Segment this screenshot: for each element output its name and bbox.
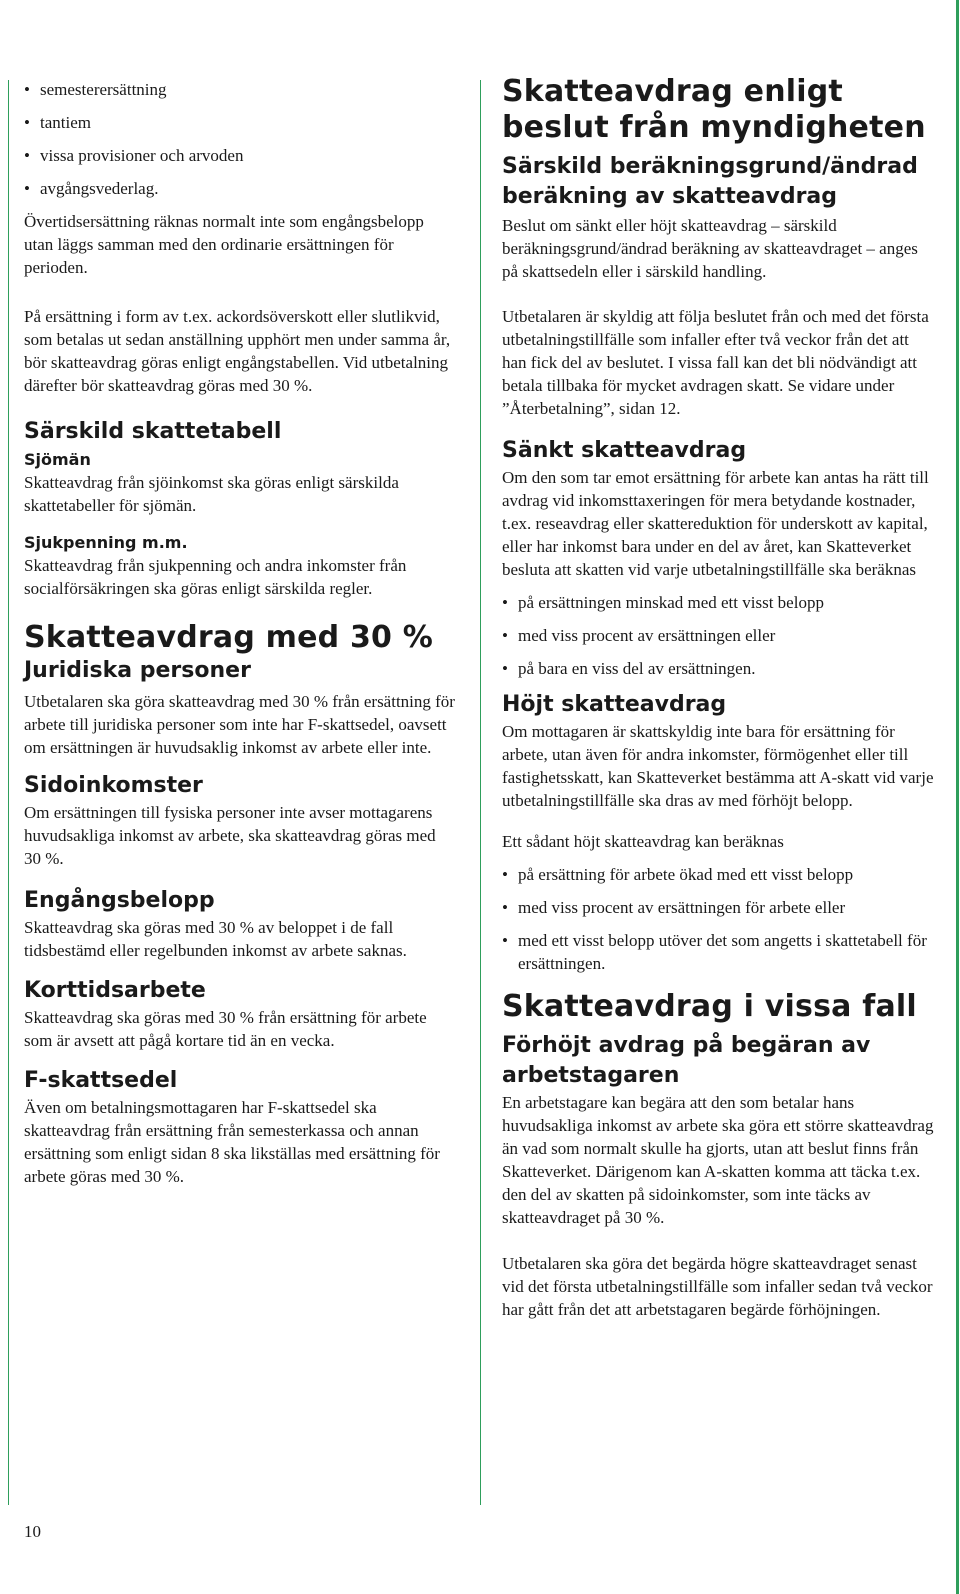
- list-item-text: med viss procent av ersättningen eller: [518, 626, 776, 645]
- list-item-text: vissa provisioner och arvoden: [40, 146, 244, 165]
- income-types-list: [24, 78, 456, 200]
- reduced-deduction-heading: Sänkt skatteavdrag: [502, 438, 747, 463]
- short-term-work-paragraph: Skatteavdrag ska göras med 30 % från ersättning för arbete som är avsett att pågå kortare tid än en vecka.: [24, 1008, 427, 1050]
- legal-persons-paragraph: Utbetalaren ska göra skatteavdrag med 30 % från ersättning för arbete till juridiska personer som inte har F-skattsedel, oavsett om ersättningen är huvudsaklig inkomst av arbete eller inte.: [24, 692, 455, 757]
- right-column: [502, 68, 934, 1321]
- list-item: [24, 177, 456, 200]
- sickness-benefit-heading: Sjukpenning m.m.: [24, 533, 188, 552]
- sickness-benefit-paragraph: Skatteavdrag från sjukpenning och andra inkomster från socialförsäkringen ska göras enligt särskilda regler.: [24, 556, 407, 598]
- column-divider-rule: [480, 80, 481, 1505]
- bullet-icon: •: [502, 659, 508, 678]
- bullet-icon: •: [24, 113, 30, 132]
- list-item-text: med ett visst belopp utöver det som angetts i skattetabell för ersättningen.: [518, 931, 927, 973]
- bullet-icon: •: [24, 146, 30, 165]
- list-item: [502, 896, 934, 919]
- tax-30-percent-heading: Skatteavdrag med 30 %: [24, 620, 434, 655]
- legal-persons-heading: Juridiska personer: [24, 658, 251, 683]
- overtime-paragraph: Övertidsersättning räknas normalt inte som engångsbelopp utan läggs samman med den ordinarie ersättningen för perioden.: [24, 212, 424, 277]
- increased-deduction-list: [502, 863, 934, 975]
- employee-request-heading: Förhöjt avdrag på begäran av arbetstagaren: [502, 1033, 871, 1088]
- side-income-paragraph: Om ersättningen till fysiska personer inte avser mottagarens huvudsakliga inkomst av arbete, ska skatteavdrag göras med 30 %.: [24, 803, 436, 868]
- bullet-icon: •: [24, 80, 30, 99]
- increased-deduction-paragraph: Om mottagaren är skattskyldig inte bara för ersättning för arbete, utan även för andra inkomster, förmögenhet eller till fastighetsskatt, kan Skatteverket bestämma att A-skatt vid varje utbetalningstillfälle ska dras av med förhöjt belopp.: [502, 722, 934, 810]
- decision-paragraph: Beslut om sänkt eller höjt skatteavdrag – särskild beräkningsgrund/ändrad beräkning av skatteavdraget – anges på skattsedeln eller i särskild handling.: [502, 216, 918, 281]
- lump-sum-paragraph: Skatteavdrag ska göras med 30 % av beloppet i de fall tidsbestämd eller regelbunden inkomst av arbete saknas.: [24, 918, 407, 960]
- list-item-text: semesterersättning: [40, 80, 167, 99]
- obligation-paragraph: Utbetalaren är skyldig att följa beslutet från och med det första utbetalningstillfälle som infaller efter två veckor från det att han fick del av beslutet. I vissa fall kan det bli nödvändigt att betala tillbaka för mycket avdragen skatt. Se vidare under ”Återbetalning”, sidan 12.: [502, 307, 929, 418]
- f-tax-certificate-heading: F-skattsedel: [24, 1068, 178, 1093]
- requested-deduction-paragraph: Utbetalaren ska göra det begärda högre skatteavdraget senast vid det första utbetalningstillfälle som infaller sedan två veckor har gått från det att arbetstagaren begärde förhöjningen.: [502, 1254, 933, 1319]
- list-item: [502, 863, 934, 886]
- special-calculation-heading: Särskild beräkningsgrund/ändrad beräkning av skatteavdrag: [502, 154, 918, 209]
- increased-deduction-heading: Höjt skatteavdrag: [502, 692, 727, 717]
- side-income-heading: Sidoinkomster: [24, 773, 203, 798]
- list-item: [502, 657, 934, 680]
- reduced-deduction-list: [502, 591, 934, 680]
- bullet-icon: •: [502, 931, 508, 950]
- authority-decision-heading: Skatteavdrag enligt beslut från myndigheten: [502, 74, 926, 145]
- list-item-text: med viss procent av ersättningen för arbete eller: [518, 898, 846, 917]
- list-item: [24, 144, 456, 167]
- bullet-icon: •: [502, 626, 508, 645]
- lump-sum-heading: Engångsbelopp: [24, 888, 215, 913]
- page-edge-accent: [956, 0, 959, 1594]
- bullet-icon: •: [502, 898, 508, 917]
- bullet-icon: •: [502, 593, 508, 612]
- list-item-text: tantiem: [40, 113, 91, 132]
- bullet-icon: •: [24, 179, 30, 198]
- left-column: [24, 68, 456, 1188]
- employee-request-paragraph: En arbetstagare kan begära att den som betalar hans huvudsakliga inkomst av arbete ska göra ett större skatteavdrag än vad som normalt skulle ha gjorts, utan att beslut finns från Skatteverket. Därigenom kan A-skatten komma att täcka t.ex. den del av skatten på sidoinkomster, som inte täcks av skatteavdraget på 30 %.: [502, 1093, 934, 1227]
- list-item: [502, 591, 934, 614]
- certain-cases-heading: Skatteavdrag i vissa fall: [502, 989, 917, 1024]
- list-item-text: på ersättningen minskad med ett visst belopp: [518, 593, 824, 612]
- bullet-icon: •: [502, 865, 508, 884]
- seamen-paragraph: Skatteavdrag från sjöinkomst ska göras enligt särskilda skattetabeller för sjömän.: [24, 473, 399, 515]
- seamen-heading: Sjömän: [24, 450, 91, 469]
- list-item: [502, 929, 934, 975]
- increased-calculation-intro: Ett sådant höjt skatteavdrag kan beräknas: [502, 832, 784, 851]
- list-item-text: på bara en viss del av ersättningen.: [518, 659, 756, 678]
- f-tax-certificate-paragraph: Även om betalningsmottagaren har F-skattsedel ska skatteavdrag från ersättning från semesterkassa och annan ersättning som enligt sidan 8 ska likställas med ersättning för arbete göras med 30 %.: [24, 1098, 440, 1186]
- reduced-deduction-paragraph: Om den som tar emot ersättning för arbete kan antas ha rätt till avdrag vid inkomsttaxeringen för mera betydande kostnader, t.ex. reseavdrag eller skattereduktion för underskott av kapital, eller har inkomst bara under en del av året, kan Skatteverket besluta att skatten vid varje utbetalningstillfälle ska beräknas: [502, 468, 929, 579]
- list-item-text: på ersättning för arbete ökad med ett visst belopp: [518, 865, 854, 884]
- short-term-work-heading: Korttidsarbete: [24, 978, 206, 1003]
- list-item: [24, 78, 456, 101]
- special-tax-table-heading: Särskild skattetabell: [24, 419, 282, 444]
- page-number: 10: [24, 1522, 41, 1541]
- left-margin-rule: [8, 80, 9, 1505]
- list-item-text: avgångsvederlag.: [40, 179, 159, 198]
- list-item: [24, 111, 456, 134]
- ackord-paragraph: På ersättning i form av t.ex. ackordsöverskott eller slutlikvid, som betalas ut sedan anställning upphört men under samma år, bör skatteavdrag göras enligt engångstabellen. Vid utbetalning därefter bör skatteavdrag göras med 30 %.: [24, 307, 451, 395]
- list-item: [502, 624, 934, 647]
